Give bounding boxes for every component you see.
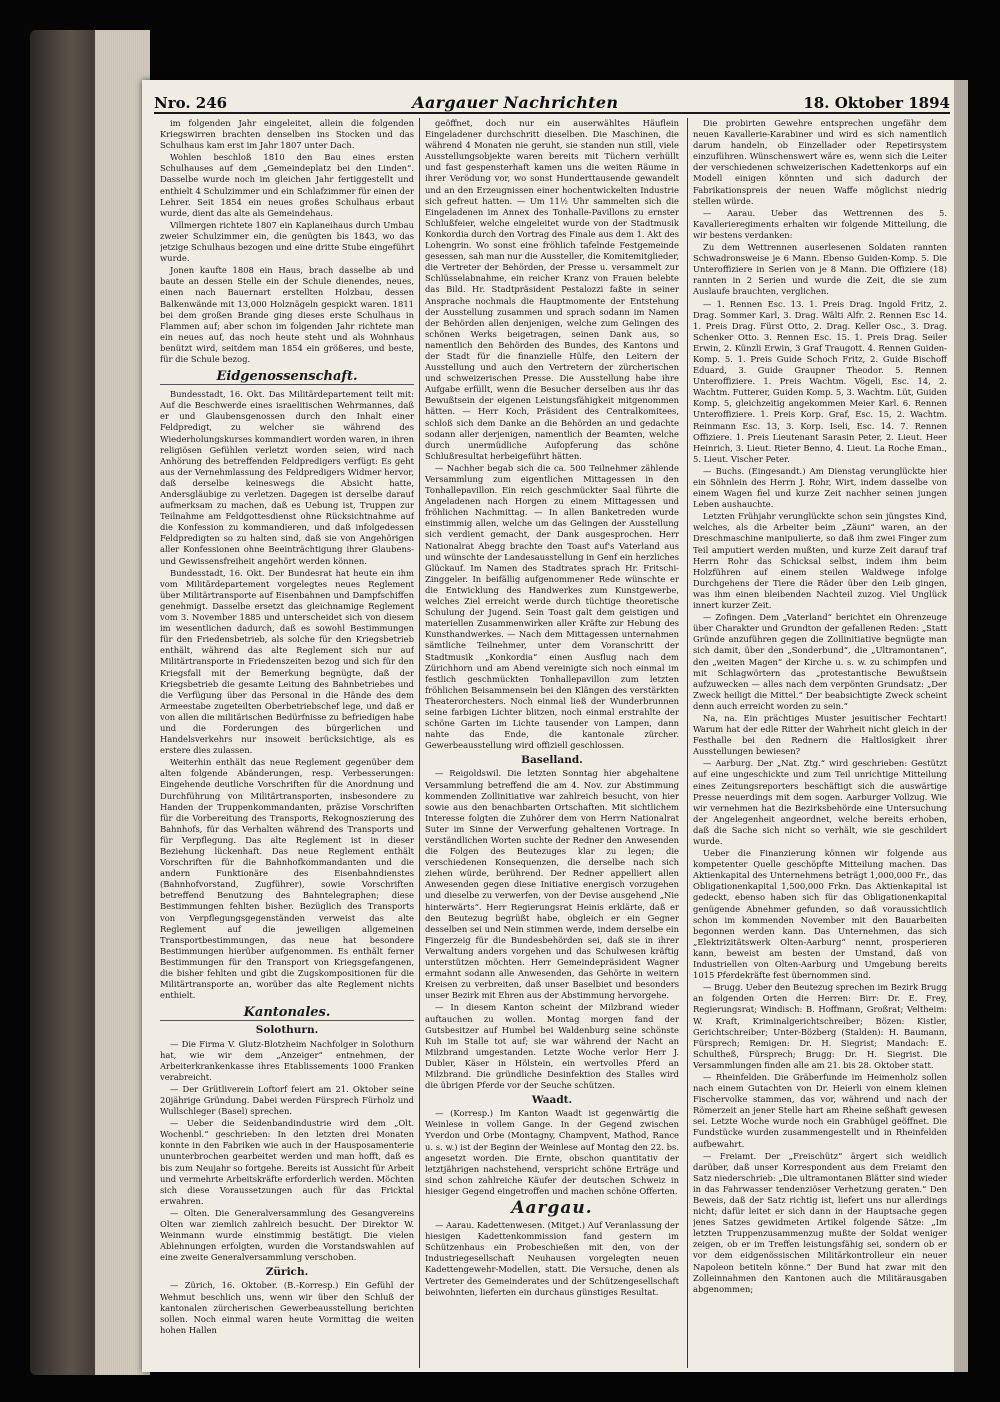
page-header — [154, 86, 950, 114]
article-paragraph: Na, na. Ein prächtiges Muster jesuitischer Fechtart! Warum hat der edle Ritter der Wahrheit nicht gleich in der Festhalle bei den Rednern die Haltlosigkeit ihrer Ausstellungen bewiesen? — [693, 712, 947, 757]
article-paragraph: — Reigoldswil. Die letzten Sonntag hier abgehaltene Versammlung betreffend die am 4. Nov. zur Abstimmung kommenden Zollinitiative war zahlreich besucht, von hier sowie aus den benachbarten Ortschaften. Mit sichtlichem Interesse folgten die Zuhörer dem von Herrn Nationalrat Suter im Sinne der Verwerfung gehaltenen Vortrage. In verständlichen Worten suchte der Redner den Anwesenden die Folgen des Beutezuges klar zu legen; die verschiedenen Konsequenzen, die derselbe nach sich ziehen würde, berührend. Der Redner appelliert allen Anwesenden gegen diese Initiative energisch vorzugehen und dieselbe zu verwerfen, von der Devise ausgehend „Nie hinterwärts“. Herr Regierungsrat Heinis erklärte, daß er den Beutezug begrüßt habe, obgleich er ein Gegner desselben sei und Nein stimmen werde, indem derselbe ein Fingerzeig für die Bundesbehörden sei, daß sie in ihrer Verwaltung anders vorgehen und das Schulwesen kräftig unterstützen möchten. Herr Gemeindepräsident Wagner ermahnt sodann alle Anwesenden, das Gehörte in weitern Kreisen zu verbreiten, daß unser Baselbiet und besonders unser Bezirk mit Ehren aus der Abstimmung hervorgehe. — [425, 768, 679, 1001]
article-paragraph: — Die Firma V. Glutz-Blotzheim Nachfolger in Solothurn hat, wie wir dem „Anzeiger“ entnehmen, der Arbeiterkrankenkasse ihres Etablissements 1000 Franken verabreicht. — [160, 1038, 414, 1082]
article-paragraph: — Aarau. Ueber das Wettrennen des 5. Kavallerieregiments erhalten wir folgende Mitteilung, die wir bestens verdanken: — [693, 207, 947, 240]
article-paragraph: — (Korresp.) Im Kanton Waadt ist gegenwärtig die Weinlese in vollem Gange. In der Gegend zwischen Yverdon und Orbe (Montagny, Champvent, Mathod, Rance u. s. w.) ist der Beginn der Weinlese auf Montag den 22. bs. angesetzt worden. Die Ernte, obschon quantitativ der letztjährigen nachstehend, verspricht schöne Erträge und sind schon zahlreiche Käufer der deutschen Schweiz in hiesiger Gegend eingetroffen und machen schöne Offerten. — [425, 1108, 679, 1196]
column-rule — [419, 118, 420, 1368]
text-column-2 — [425, 118, 679, 1366]
text-column-3 — [693, 118, 947, 1366]
article-paragraph: — Zürich, 16. Oktober. (B.-Korresp.) Ein Gefühl der Wehmut beschlich uns, wenn wir über den Schluß der kantonalen zürcherischen Gewerbeausstellung berichten sollen. Noch einmal waren heute Vormittag die weiten hohen Hallen — [160, 1280, 414, 1335]
subsection-heading: Solothurn. — [255, 1024, 319, 1037]
article-paragraph: Die probirten Gewehre entsprechen ungefähr dem neuen Kavallerie-Karabiner und wird es sich namentlich darum handeln, ob Einzellader oder Repetirsystem einzuführen. Wünschenswert wäre es, wenn sich die Leiter der verschiedenen schweizerischen Kadettenkorps auf ein Modell einigen könnten und sich dadurch der Fabrikationspreis der neuen Waffe möglichst niedrig stellen würde. — [693, 118, 947, 206]
article-paragraph: Bundesstadt, 16. Okt. Der Bundesrat hat heute ein ihm vom Militärdepartement vorgelegtes neues Reglement über Militärtransporte auf Eisenbahnen und Dampfschiffen genehmigt. Dasselbe ersetzt das gleichnamige Reglement vom 3. November 1885 und unterscheidet sich von diesem im wesentlichen dadurch, daß es sowohl Bestimmungen für den Friedensbetrieb, als solche für den Kriegsbetrieb enthält, während das alte Reglement sich nur auf Militärtransporte in Friedenszeiten bezog und sich für den Kriegsfall mit der Bemerkung begnügte, daß der Kriegsbetrieb die gesamte Leitung des Bahnbetriebes und die Verfügung über das Personal in die Hände des dem Armeestabe zugeteilten Oberbetriebschef lege, und daß er von allen die militärischen Bedürfnisse zu befriedigen habe und die Forderungen des bürgerlichen und Handelsverkehrs nur insoweit berücksichtige, als es erstere dies zulassen. — [160, 567, 414, 756]
article-paragraph: Zu dem Wettrennen auserlesenen Soldaten rannten Schwadronsweise je 6 Mann. Ebenso Guiden-Komp. 5. Die Unteroffiziere in Serien von je 8 Mann. Die Offiziere (18) rannten in 2 Serien und wurde die Zeit, die sie zum Auslaufe brauchten, verglichen. — [693, 242, 947, 297]
article-paragraph: Wohlen beschloß 1810 den Bau eines ersten Schulhauses auf dem „Gemeindeplatz bei den Linden“. Dasselbe wurde noch im gleichen Jahr fertiggestellt und enthielt 4 Schulzimmer und ein Schlafzimmer für einen der Lehrer. Seit 1854 ein neues großes Schulhaus erbaut wurde, dient das alte als Gemeindehaus. — [160, 152, 414, 218]
text-column-1 — [160, 118, 414, 1366]
section-heading: Kantonales. — [160, 1007, 414, 1021]
article-paragraph: Ueber die Finanzierung können wir folgende aus kompetenter Quelle geschöpfte Mitteilung machen. Das Aktienkapital des Unternehmens beträgt 1,000,000 Fr., das Obligationenkapital 1,500,000 Frkn. Das Aktienkapital ist gedeckt, ebenso haben sich für das Obligationenkapital genügende Abnehmer gefunden, so daß voraussichtlich schon im kommenden November mit den Bauarbeiten begonnen werden kann. Das Unternehmen, das sich „Elektrizitätswerk Olten-Aarburg“ nennt, prosperieren kann, beweist am besten der Umstand, daß von Industriellen von Olten-Aarburg und Umgebung bereits 1015 Pferdekräfte fest übernommen sind. — [693, 848, 947, 981]
subsection-heading: Baselland. — [521, 754, 583, 767]
section-heading: Aargau. — [511, 1198, 593, 1218]
article-paragraph: — 1. Rennen Esc. 13. 1. Preis Drag. Ingold Fritz, 2. Drag. Sommer Karl, 3. Drag. Wälti Alfr. 2. Rennen Esc 14. 1. Preis Drag. Fürst Otto, 2. Drag. Keller Osc., 3. Drag. Schenker Otto. 3. Rennen Esc. 15. 1. Preis Drag. Seiler Erwin, 2. Künzli Erwin, 3 Graf Traugott. 4. Rennen Guiden-Komp. 5. 1. Preis Guide Schoch Fritz, 2. Guide Bischoff Eduard, 3. Guide Graupner Theodor. 5. Rennen Unteroffiziere. 1. Preis Wachtm. Vögeli, Esc. 14, 2. Wachtm. Futterer, Guiden Komp. 5, 3. Wachtm. Lüt, Guiden Komp. 5, gleichzeitig angekommen Meier Karl. 6. Rennen Unteroffiziere. 1. Preis Korp. Graf, Esc. 15, 2. Wachtm. Reinmann Esc. 13, 3. Korp. Iseli, Esc. 14. 7. Rennen Offiziere. 1. Preis Lieutenant Sarasin Peter, 2. Lieut. Heer Heinrich, 3. Lieut. Rieter Benno, 4. Lieut. La Roche Eman., 5. Lieut. Vischer Peter. — [693, 298, 947, 464]
article-paragraph: — Brugg. Ueber den Beutezug sprechen im Bezirk Brugg an folgenden Orten die Herren: Birr: Dr. E. Frey, Regierungsrat; Windisch: B. Hoffmann, Großrat; Veltheim: W. Kraft, Kriminalgerichtschreiber; Bözen: Kistler, Gerichtschreiber; Unter-Bözberg (Stalden): H. Baumann, Fürsprech; Remigen: Dr. H. Siegrist; Mandach: E. Schultheß, Fürsprech; Brugg: Dr. H. Siegrist. Die Versammlungen finden alle am 21. bis 28. Oktober statt. — [693, 982, 947, 1070]
issue-date: 18. Oktober 1894 — [803, 94, 950, 112]
article-paragraph: — Zofingen. Dem „Vaterland“ berichtet ein Ohrenzeuge über Charakter und Grundton der gefallenen Reden: „Statt Gründe anzuführen gegen die Zollinitiative begnügte man sich damit, über den „Sonderbund“, die „Ultramontanen“, den „weiten Magen“ der Kirche u. s. w. zu schimpfen und mit Schlagwörtern das „protestantische Bewußtsein aufzuwecken — alles nach dem verpönten Grundsatz: „Der Zweck heiligt die Mittel.“ Der beabsichtigte Zweck scheint denn auch erreicht worden zu sein.“ — [693, 612, 947, 711]
article-paragraph: — Aarburg. Der „Nat. Ztg.“ wird geschrieben: Gestützt auf eine ungeschickte und zum Teil unrichtige Mitteilung eines Zeitungsreporters beschäftigt sich die auswärtige Presse neuerdings mit dem sogen. Aarburger Vollzug. Wie wir vernehmen hat die Bezirksbehörde eine Untersuchung der Angelegenheit angeordnet, welche bereits erhoben, daß die Sache sich nicht so verhält, wie sie geschildert wurde. — [693, 758, 947, 846]
article-paragraph: — Ueber die Seidenbandindustrie wird dem „Olt. Wochenbl.“ geschrieben: In den letzten drei Monaten konnte in den Fabriken wie auch in der Hausposamenterie ununterbrochen gearbeitet werden und man hofft, daß es bis zum Neujahr so fortgehe. Bereits ist Aussicht für Arbeit und vermehrte Arbeitskräfte erforderlich werden. Möchten sich diese Voraussetzungen auch für das Fricktal erwahren. — [160, 1118, 414, 1206]
article-paragraph: im folgenden Jahr eingeleitet, allein die folgenden Kriegswirren brachten denselben ins Stocken und das Schulhaus kam erst im Jahr 1807 unter Dach. — [160, 118, 414, 151]
article-paragraph: — Aarau. Kadettenwesen. (Mitget.) Auf Veranlassung der hiesigen Kadettenkommission fand gestern im Schützenhaus ein Probeschießen mit den, von der Industriegesellschaft Neuhausen vorgelegten neuen Kadettengewehr-Modellen, statt. Die Versuche, denen als Vertreter des Gemeinderates und der Schützengesellschaft beiwohnten, lieferten ein durchaus günstiges Resultat. — [425, 1220, 679, 1297]
article-paragraph: Bundesstadt, 16. Okt. Das Militärdepartement teilt mit: Auf die Beschwerde eines israelitischen Wehrmannes, daß er und Glaubensgenossen durch den Inhalt einer Feldpredigt, zu welcher sie während des Wiederholungskurses kommandiert worden waren, in ihren religiösen Gefühlen verletzt worden seien, wird nach Anhörung des betreffenden Feldpredigers verfügt: Es geht aus der Vernehmlassung des Feldpredigers Widmer hervor, daß derselbe keineswegs die Absicht hatte, Andersgläubige zu verletzen. Dagegen ist derselbe darauf aufmerksam zu machen, daß es Uebung ist, Truppen zur Teilnahme am Feldgottesdienst ohne Rücksichtnahme auf die Konfession zu kommandieren, und daß infolgedessen Feldpredigten so zu halten sind, daß sie von Angehörigen aller Konfessionen ohne Beeinträchtigung ihrer Glaubens- und Gewissensfreiheit angehört werden können. — [160, 389, 414, 566]
issue-number: Nro. 246 — [154, 94, 228, 112]
article-paragraph: — Freiamt. Der „Freischütz“ ärgert sich weidlich darüber, daß unser Korrespondent aus dem Freiamt den Satz niederschrieb: „Die ultramontanen Blätter sind wieder in das Fahrwasser tendenziöser Verhetzung geraten.“ Den Beweis, daß der Satz richtig ist, liefert uns nur allerdings nicht; dafür leitet er sich dann in der Hauptsache gegen jenes Satzes gewidmeten Artikel folgende Sätze: „Im letzten Truppenzusammenzug mußte der Soldat weniger zeigen, ob er im Treffen leistungsfähig sei, sondern ob er vor dem eidgenössischen Militärkontrolleur ein neuer Napoleon betiteln könne.“ Der Bund hat zwar mit den Zolleinnahmen den Kantonen auch die Militärausgaben abgenommen; — [693, 1150, 947, 1294]
article-paragraph: — In diesem Kanton scheint der Milzbrand wieder auftauchen zu wollen. Montag morgen fand der Gutsbesitzer auf Humbel bei Waldenburg seine schönste Kuh im Stalle tot auf; sie war während der Nacht an Milzbrand umgestanden. Letzte Woche verlor Herr J. Dubler, Käser in Hölstein, ein wertvolles Pferd an Milzbrand. Die gründliche Desinfektion des Stalles wird die übrigen Pferde vor der Seuche schützen. — [425, 1002, 679, 1091]
article-paragraph: — Olten. Die Generalversammlung des Gesangvereins Olten war ziemlich zahlreich besucht. Der Direktor W. Weinmann wurde einstimmig bestätigt. Die vielen Ablehnungen erfolgten, wurden die Vorstandswahlen auf eine zweite Generalversammlung verschoben. — [160, 1207, 414, 1263]
section-heading: Eidgenossenschaft. — [160, 371, 414, 385]
article-paragraph: geöffnet, doch nur ein auserwähltes Häuflein Eingeladener durchschritt dieselben. Die Maschinen, die während 4 Monaten nie geruht, sie standen nun still, viele Ausstellungsobjekte waren bereits mit Tüchern verhüllt und fast gespensterhaft kamen uns die weiten Räume in ihrer Verödung vor, wo sonst Hunderttausende gewandelt und an den Erzeugnissen einer hochentwickelten Industrie sich gefreut hatten. — Um 11½ Uhr sammelten sich die Eingeladenen im Annex des Tonhalle-Pavillons zu ernster Schlußfeier, welche eingeleitet wurde von der Stadtmusik Konkordia durch den Vortrag des Finale aus dem 1. Akt des Lohengrin. Wo sonst eine fröhlich tafelnde Festgemeinde gesessen, sah man nur die Aussteller, die Komitemitglieder, die Vertreter der Behörden, der Presse u. versammelt zur Schlüsselabnahme, ein reicher Kranz von Frauen belebte das Bild. Hr. Stadtpräsident Pestalozzi faßte in seiner Ansprache nochmals die Hauptmomente der Entstehung der Ausstellung zusammen und sprach sodann im Namen der Behörden allen denjenigen, welche zum Gelingen des schönen Werks beigetragen, seinen Dank aus, so namentlich den Behörden des Bundes, des Kantons und der Stadt für die finanzielle Hülfe, den Leitern der Ausstellung und auch den Vertretern der zürcherischen und schweizerischen Presse. Die Ausstellung habe ihre Aufgabe erfüllt, wenn die Besucher derselben aus ihr das Bewußtsein der eigenen Leistungsfähigkeit mitgenommen hätten. — Herr Koch, Präsident des Centralkomitees, schloß sich dem Danke an die Behörden an und gedachte sodann aller derjenigen, namentlich der Beamten, welche durch unermüdliche Aufopferung das schöne Schlußresultat herbeigeführt hätten. — [425, 118, 679, 461]
article-paragraph: Villmergen richtete 1807 ein Kaplaneihaus durch Umbau zweier Schulzimmer ein, die genügten bis 1843, wo das jetzige Schulhaus bezogen und eine dritte Stube eingeführt wurde. — [160, 219, 414, 264]
article-paragraph: Letzten Frühjahr verunglückte schon sein jüngstes Kind, welches, als die Arbeiter beim „Zäuni“ waren, an der Dreschmaschine manipulierte, so daß ihm zwei Finger zum Teil amputiert werden mußten, und kurze Zeit darauf traf Herrn Rohr das Schicksal selbst, indem ihm beim Holzführen auf einem steilen Waldwege infolge Durchgehens der Tiere die Räder über den Leib gingen, was ihm einen bleibenden Nachteil zuzog. Viel Unglück innert kurzer Zeit. — [693, 511, 947, 611]
article-paragraph: Jonen kaufte 1808 ein Haus, brach dasselbe ab und baute an dessen Stelle ein der Schule dienendes, neues, einen nach Bauernart erstellten Holzbau, dessen Balkenwände mit 13,000 Holznägeln gespickt waren. 1811 bei dem großen Brande ging dieses erste Schulhaus in Flammen auf; aber schon im folgenden Jahr richtete man ein neues auf, das noch heute steht und als Wohnhaus benützt wird, seitdem man 1854 ein größeres, und beste, für die Schule bezog. — [160, 265, 414, 364]
newspaper-title: Aargauer Nachrichten — [412, 93, 619, 112]
page-stack-right — [954, 80, 968, 1372]
column-rule — [687, 118, 688, 1368]
article-paragraph: Weiterhin enthält das neue Reglement gegenüber dem alten folgende Abänderungen, resp. Verbesserungen: Eingehende deutliche Vorschriften für die Anordnung und Durchführung von Militärtransporten, insbesondere zu Handen der Truppenkommandanten, präzise Vorschriften für die Vorbereitung des Transports, Rekognoszierung des Bahnhofs, für das Verhalten während des Transports und für Verpflegung. Das alte Reglement ist in dieser Beziehung lückenhaft. Das neue Reglement enthält Vorschriften für die Bahnhofkommandanten und die andern Funktionäre des Eisenbahndienstes (Bahnhofvorstand, Zugführer), sowie Vorschriften betreffend Benutzung des Bahntelegraphen; diese Bestimmungen fehlten bisher. Bezüglich des Transports von Verpflegungsgegenständen verweist das alte Reglement auf die jeweiligen allgemeinen Transportbestimmungen, das neue hat besondere Bestimmungen hierüber aufgenommen. Es enthält ferner Bestimmungen für den Transport von Kriegsgefangenen, die bisher fehlten und gibt die Zugskompositionen für die Militärtransporte an, worüber das alte Reglement nichts enthielt. — [160, 757, 414, 1001]
article-paragraph: — Rheinfelden. Die Gräberfunde im Heimenholz sollen nach einem Gutachten von Dr. Heierli von einem kleinen Fischervolke stammen, das vor, während und nach der Römerzeit an jener Stelle hart am Rheine seßhaft gewesen sei. Letzte Woche wurde noch ein Grabhügel geöffnet. Die Fundstücke wurden zusammengestellt und in Rheinfelden aufbewahrt. — [693, 1071, 947, 1149]
subsection-heading: Zürich. — [265, 1266, 309, 1279]
article-paragraph: — Buchs. (Eingesandt.) Am Dienstag verunglückte hier ein Söhnlein des Herrn J. Rohr, Wirt, indem dasselbe von einem Wagen fiel und kurze Zeit nachher seinen jungen Leben aushauchte. — [693, 465, 947, 510]
article-paragraph: — Nachher begab sich die ca. 500 Teilnehmer zählende Versammlung zum eigentlichen Mittagessen in den Tonhallepavillon. Ein reich geschmückter Saal führte die Angeladenen nach Horgen zu einem Mittagessen und fröhlichen Nachmittag. — In allen Banketreden wurde einstimmig allen, welche um das Gelingen der Ausstellung sich verdient gemacht, der Dank ausgesprochen. Herr Nationalrat Abegg brachte den Toast auf's Vaterland aus und wünschte der Landesausstellung in Genf ein herzliches Glückauf. Im Namen des Stadtrates sprach Hr. Fritschi-Zinggeler. In beifällig aufgenommener Rede wünschte er die Entwicklung des Handwerkes zum Kunstgewerbe, welches Ziel erreicht werde durch tüchtige theoretische Schulung der Jugend. Sein Toast galt dem geistigen und materiellen Zusammenwirken aller Kräfte zur Hebung des Kunsthandwerkes. — Nach dem Mittagessen unternahmen sämtliche Teilnehmer, unter dem Voranschritt der Stadtmusik „Konkordia“ einen Ausflug nach dem Zürichhorn und am Abend vereinigte sich noch einmal im festlich geschmückten Tonhallepavillon zum letzten fröhlichen Beisammensein bei den Klängen des verstärkten Theaterorchesters. Noch einmal ließ der Wunderbrunnen seine farbigen Lichter blitzen, noch einmal erstrahlte der schöne Garten im Lichte tausender von Lampen, dann nahte das Ende, die kantonale zürcher. Gewerbeausstellung wird offiziell geschlossen. — [425, 462, 679, 751]
article-paragraph: — Der Grütliverein Loftorf feiert am 21. Oktober seine 20jährige Gründung. Dabei werden Fürsprech Fürholz und Wullschleger (Basel) sprechen. — [160, 1083, 414, 1117]
subsection-heading: Waadt. — [531, 1094, 573, 1107]
